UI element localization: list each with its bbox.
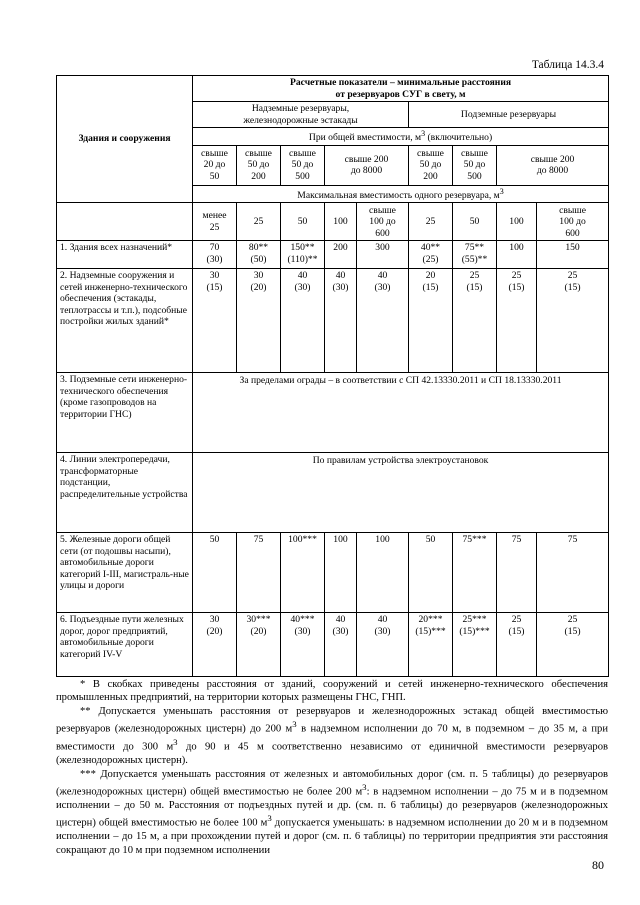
distance-cell: 100***: [281, 533, 325, 613]
header-buildings: Здания и сооружения: [57, 76, 193, 203]
distance-cell: 300: [357, 241, 409, 269]
table-row: [57, 76, 609, 102]
distance-cell: 75** (55)**: [453, 241, 497, 269]
distance-cell: 25 (15): [497, 613, 537, 677]
header-max-col: 50: [453, 203, 497, 241]
distance-cell: 40 (30): [325, 269, 357, 373]
header-total-col: свыше 200 до 8000: [497, 145, 609, 185]
distance-cell: 20 (15): [409, 269, 453, 373]
distance-cell: 25 (15): [453, 269, 497, 373]
header-underground: Подземные резервуары: [409, 102, 609, 128]
spanning-note: За пределами ограды – в соответствии с СП 42.13330.2011 и СП 18.13330.2011: [193, 373, 609, 453]
header-max-volume: Максимальная вместимость одного резервуара, $м^3$: [193, 185, 609, 203]
row-label: 1. Здания всех назначений*: [57, 241, 193, 269]
header-max-col: свыше 100 до 600: [357, 203, 409, 241]
distance-cell: 25 (15): [537, 613, 609, 677]
table-row: [57, 373, 609, 453]
header-max-col: менее 25: [193, 203, 237, 241]
page-number: 80: [592, 858, 604, 872]
distance-cell: 40 (30): [357, 269, 409, 373]
spanning-note: По правилам устройства электроустановок: [193, 453, 609, 533]
distance-cell: 80** (50): [237, 241, 281, 269]
distance-cell: 50: [193, 533, 237, 613]
distance-cell: 150** (110)**: [281, 241, 325, 269]
distance-cell: 40*** (30): [281, 613, 325, 677]
distance-cell: 75: [237, 533, 281, 613]
header-total-volume: При общей вместимости, $м^3$ (включительно): [193, 128, 609, 146]
header-main-title: Расчетные показатели – минимальные расстояния от резервуаров СУГ в свету, м: [193, 76, 609, 102]
header-max-col: 50: [281, 203, 325, 241]
distance-cell: 75***: [453, 533, 497, 613]
distance-cell: 75: [497, 533, 537, 613]
note-2: ** Допускается уменьшать расстояния от резервуаров и железнодорожных эстакад общей вместимостью резервуаров (железнодорожных цистерн) до 200 $м^3$ в надземном исполнении до 70 м, в подземном – до 35 м, а при вместимости до 300 $м^3$ до 90 и 45 м соответственно независимо от единичной вместимости резервуаров (железнодорожных цистерн).: [56, 705, 609, 767]
row-label: 5. Железные дороги общей сети (от подошвы насыпи), автомобильные дороги категорий I-III, магистраль-ные улицы и дороги: [57, 533, 193, 613]
header-total-col: свыше 20 до 50: [193, 145, 237, 185]
distance-cell: 100: [497, 241, 537, 269]
distance-cell: 25*** (15)***: [453, 613, 497, 677]
distances-table: [56, 75, 609, 677]
table-row: [57, 453, 609, 533]
header-max-col: 25: [237, 203, 281, 241]
table-row: [57, 203, 609, 241]
distance-cell: 40 (30): [325, 613, 357, 677]
header-total-col: свыше 50 до 200: [409, 145, 453, 185]
distance-cell: 25 (15): [537, 269, 609, 373]
distance-cell: 30 (20): [237, 269, 281, 373]
row-label: 6. Подъездные пути железных дорог, дорог предприятий, автомобильные дороги категорий IV-V: [57, 613, 193, 677]
header-above-ground: Надземные резервуары, железнодорожные эстакады: [193, 102, 409, 128]
table-notes: [56, 678, 608, 857]
distance-cell: 200: [325, 241, 357, 269]
table-row: [57, 613, 609, 677]
distance-cell: 30 (15): [193, 269, 237, 373]
row-label: 2. Надземные сооружения и сетей инженерно-технического обеспечения (эстакады, теплотрассы и т.п.), подсобные постройки жилых зданий*: [57, 269, 193, 373]
distance-cell: 70 (30): [193, 241, 237, 269]
header-max-col: 100: [325, 203, 357, 241]
header-max-col: 25: [409, 203, 453, 241]
table-caption: Таблица 14.3.4: [531, 59, 604, 71]
header-max-col: 100: [497, 203, 537, 241]
distance-cell: 100: [325, 533, 357, 613]
distance-cell: 30*** (20): [237, 613, 281, 677]
header-total-col: свыше 50 до 500: [281, 145, 325, 185]
distance-cell: 150: [537, 241, 609, 269]
table-row: [57, 533, 609, 613]
distance-cell: 25 (15): [497, 269, 537, 373]
distance-cell: 40 (30): [357, 613, 409, 677]
distance-cell: 40** (25): [409, 241, 453, 269]
distance-cell: 30 (20): [193, 613, 237, 677]
distance-cell: 75: [537, 533, 609, 613]
header-total-col: свыше 50 до 200: [237, 145, 281, 185]
header-blank: [57, 203, 193, 241]
header-total-col: свыше 50 до 500: [453, 145, 497, 185]
row-label: 4. Линии электропередачи, трансформаторные подстанции, распределительные устройства: [57, 453, 193, 533]
note-3: *** Допускается уменьшать расстояния от железных и автомобильных дорог (см. п. 5 таблицы) до резервуаров (железнодорожных цистерн) общей вместимостью не более 200 $м^3$: в надземном исполнении – до 75 м и в подземном исполнении – до 50 м. Расстояния от подъездных путей и др. (см. п. 6 таблицы) до резервуаров (железнодорожных цистерн) общей вместимостью не более 100 $м^3$ допускается уменьшать: в надземном исполнении до 20 м и в подземном исполнении – до 15 м, а при прохождении путей и дорог (см. п. 6 таблицы) по территории предприятия эти расстояния сокращают до 10 м при подземном исполнении: [56, 768, 609, 856]
distance-cell: 20*** (15)***: [409, 613, 453, 677]
row-label: 3. Подземные сети инженерно-технического обеспечения (кроме газопроводов на территории ГНС): [57, 373, 193, 453]
table-row: [57, 269, 609, 373]
distance-cell: 100: [357, 533, 409, 613]
distance-cell: 40 (30): [281, 269, 325, 373]
distance-cell: 50: [409, 533, 453, 613]
table-row: [57, 241, 609, 269]
header-max-col: свыше 100 до 600: [537, 203, 609, 241]
header-total-col: свыше 200 до 8000: [325, 145, 409, 185]
note-1: * В скобках приведены расстояния от зданий, сооружений и сетей инженерно-технического обеспечения промышленных предприятий, на территории которых размещены ГНС, ГНП.: [56, 679, 608, 704]
